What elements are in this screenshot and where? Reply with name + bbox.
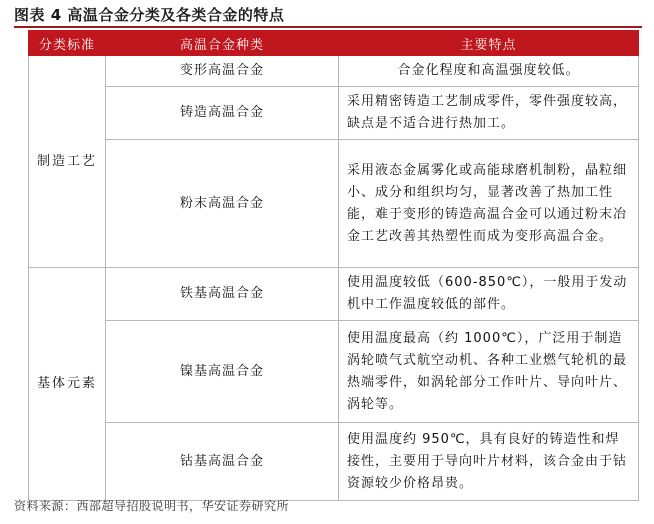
alloy-type-cell: 粉末高温合金 xyxy=(106,140,339,268)
table-row xyxy=(29,321,639,423)
header-alloy-type: 高温合金种类 xyxy=(106,31,339,56)
figure-title: 图表 4 高温合金分类及各类合金的特点 xyxy=(14,6,285,24)
alloy-type-cell: 镍基高温合金 xyxy=(106,321,339,423)
category-cell: 基体元素 xyxy=(29,268,106,501)
header-category: 分类标准 xyxy=(29,31,106,56)
alloy-type-cell: 铸造高温合金 xyxy=(106,87,339,140)
alloy-type-cell: 变形高温合金 xyxy=(106,56,339,87)
table-row xyxy=(29,268,639,321)
source-note: 资料来源：西部超导招股说明书，华安证券研究所 xyxy=(14,499,290,513)
feature-cell: 使用温度较低（600-850℃），一般用于发动机中工作温度较低的部件。 xyxy=(339,268,639,321)
header-features: 主要特点 xyxy=(339,31,639,56)
table-header-row xyxy=(29,31,639,56)
feature-cell: 采用液态金属雾化或高能球磨机制粉，晶粒细小、成分和组织均匀，显著改善了热加工性能，难于变形的铸造高温合金可以通过粉末冶金工艺改善其热塑性而成为变形高温合金。 xyxy=(339,140,639,268)
feature-cell: 采用精密铸造工艺制成零件，零件强度较高，缺点是不适合进行热加工。 xyxy=(339,87,639,140)
feature-cell: 使用温度约 950℃，具有良好的铸造性和焊接性，主要用于导向叶片材料，该合金由于钴资源较少价格昂贵。 xyxy=(339,423,639,501)
alloy-type-cell: 钴基高温合金 xyxy=(106,423,339,501)
table-row xyxy=(29,56,639,87)
title-divider xyxy=(14,26,642,28)
feature-cell: 合金化程度和高温强度较低。 xyxy=(339,56,639,87)
alloy-classification-table xyxy=(28,30,639,501)
category-cell: 制造工艺 xyxy=(29,56,106,268)
table-row xyxy=(29,423,639,501)
alloy-type-cell: 铁基高温合金 xyxy=(106,268,339,321)
feature-cell: 使用温度最高（约 1000℃），广泛用于制造涡轮喷气式航空动机、各种工业燃气轮机的最热端零件，如涡轮部分工作叶片、导向叶片、涡轮等。 xyxy=(339,321,639,423)
table-row xyxy=(29,87,639,140)
table-row xyxy=(29,140,639,268)
